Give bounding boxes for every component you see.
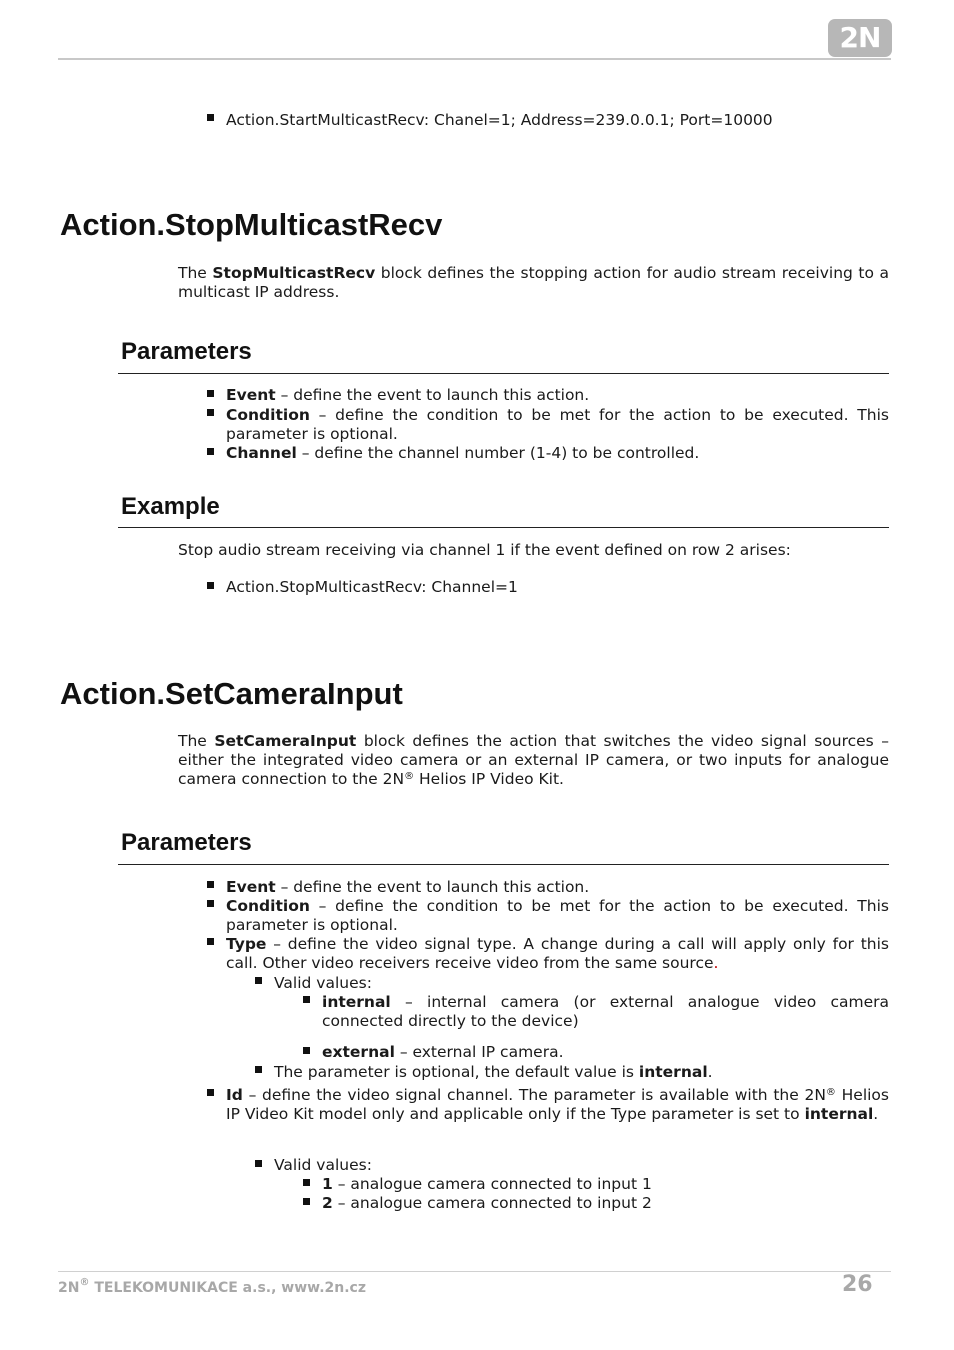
list-item: Condition – define the condition to be met for the action to be executed. This parameter is optional. <box>226 897 889 934</box>
bullet-icon <box>207 900 214 907</box>
section-title: Action.SetCameraInput <box>60 676 403 711</box>
example-text: Stop audio stream receiving via channel 1 if the event defined on row 2 arises: <box>178 541 791 559</box>
header-rule <box>58 58 891 60</box>
bullet-icon <box>255 1160 262 1167</box>
heading-rule <box>118 864 889 865</box>
list-item: external – external IP camera. <box>322 1043 564 1061</box>
brand-logo: 2N <box>828 19 892 57</box>
bullet-icon <box>207 114 214 121</box>
list-item: Id – define the video signal channel. The parameter is available with the 2N® Helios IP Video Kit model only and applicable only if the Type parameter is set to internal. <box>226 1086 889 1123</box>
bullet-icon <box>207 881 214 888</box>
list-item: Event – define the event to launch this action. <box>226 386 590 404</box>
list-item: Type – define the video signal type. A change during a call will apply only for this call. Other video receivers receive video from the same source. <box>226 935 889 972</box>
list-item: Event – define the event to launch this action. <box>226 878 590 896</box>
bullet-icon <box>303 1047 310 1054</box>
list-item: 2 – analogue camera connected to input 2 <box>322 1194 652 1212</box>
list-item: Condition – define the condition to be met for the action to be executed. This parameter is optional. <box>226 406 889 443</box>
heading-rule <box>118 373 889 374</box>
list-item: Channel – define the channel number (1-4) to be controlled. <box>226 444 700 462</box>
parameters-heading: Parameters <box>121 338 252 365</box>
footer-company: 2N® TELEKOMUNIKACE a.s., www.2n.cz <box>58 1277 366 1296</box>
bullet-icon <box>303 996 310 1003</box>
bullet-icon <box>207 1089 214 1096</box>
footer-rule <box>58 1271 891 1272</box>
bullet-icon <box>207 448 214 455</box>
list-item: Action.StopMulticastRecv: Channel=1 <box>226 578 518 596</box>
list-item: The parameter is optional, the default value is internal. <box>274 1063 713 1081</box>
page-number: 26 <box>842 1272 873 1297</box>
list-item: Action.StartMulticastRecv: Chanel=1; Address=239.0.0.1; Port=10000 <box>226 111 773 129</box>
list-item: Valid values: <box>274 1156 372 1174</box>
example-heading: Example <box>121 493 220 520</box>
bullet-icon <box>303 1198 310 1205</box>
section-title: Action.StopMulticastRecv <box>60 207 443 242</box>
bullet-icon <box>255 1066 262 1073</box>
list-item: 1 – analogue camera connected to input 1 <box>322 1175 652 1193</box>
bullet-icon <box>207 938 214 945</box>
section-intro: The SetCameraInput block defines the action that switches the video signal sources – either the integrated video camera or an external IP camera, or two inputs for analogue camera connection to the 2N® Helios IP Video Kit. <box>178 732 889 788</box>
section-intro: The StopMulticastRecv block defines the stopping action for audio stream receiving to a multicast IP address. <box>178 264 889 301</box>
parameters-heading: Parameters <box>121 829 252 856</box>
bullet-icon <box>303 1179 310 1186</box>
bullet-icon <box>207 409 214 416</box>
list-item: internal – internal camera (or external analogue video camera connected directly to the device) <box>322 993 889 1030</box>
bullet-icon <box>207 390 214 397</box>
list-item: Valid values: <box>274 974 372 992</box>
heading-rule <box>118 527 889 528</box>
bullet-icon <box>255 977 262 984</box>
bullet-icon <box>207 582 214 589</box>
